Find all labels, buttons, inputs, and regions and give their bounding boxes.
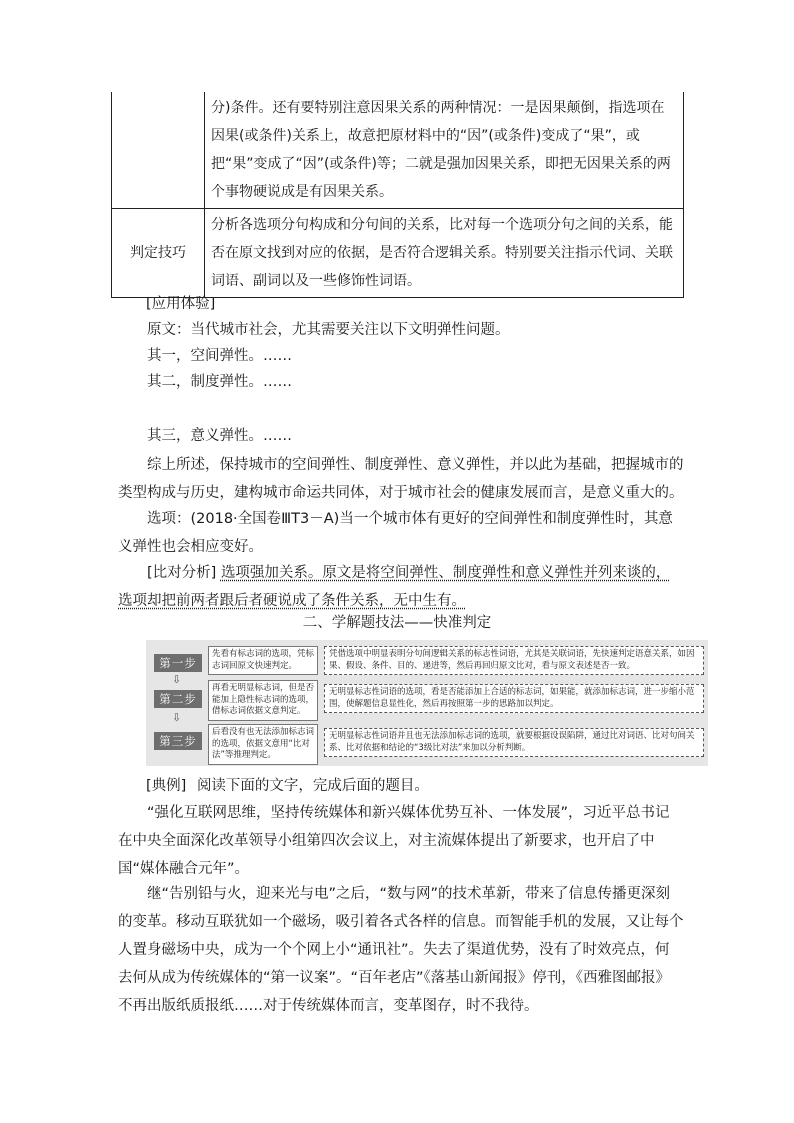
practice-item-2: 其二，制度弹性。…… bbox=[147, 374, 292, 390]
analysis-text: 选项强加关系。原文是将空间弹性、制度弹性和意义弹性并列来谈的，选项却把前两者跟后者硬说成了条件关系，无中生有。 bbox=[118, 565, 671, 609]
methods-table bbox=[111, 92, 684, 298]
practice-summary: 综上所述，保持城市的空间弹性、制度弹性、意义弹性，并以此为基础，把握城市的类型构成与历史，建构城市命运共同体，对于城市社会的健康发展而言，是意义重大的。 bbox=[118, 457, 684, 501]
practice-original: 原文：当代城市社会，尤其需要关注以下文明弹性问题。 bbox=[147, 322, 510, 338]
steps-diagram bbox=[146, 640, 708, 766]
down-arrow-icon: ⇩ bbox=[172, 673, 182, 686]
practice-label: [应用体验] bbox=[146, 296, 216, 312]
table-text-cell: 分析各选项分句构成和分句间的关系，比对每一个选项分句之间的关系，能否在原文找到对应的依据，是否符合逻辑关系。特别要关注指示代词、关联词语、副词以及一些修饰性词语。 bbox=[205, 209, 684, 298]
step-3-label: 第三步 bbox=[154, 732, 202, 750]
table-label-cell: 判定技巧 bbox=[112, 209, 205, 298]
step-3-detail: 无明显标志性词语并且也无法添加标志词的选项，就要根据设误陷阱，通过比对词语、比对句间关系、比对依据和结论的“3级比对法”来加以分析判断。 bbox=[324, 728, 704, 757]
practice-option: 选项：(2018·全国卷ⅢT3－A)当一个城市体有更好的空间弹性和制度弹性时，其意义弹性也会相应变好。 bbox=[118, 511, 673, 555]
section-heading: 二、学解题技法——快准判定 bbox=[302, 615, 492, 631]
table-row bbox=[112, 209, 684, 298]
step-1-summary: 先看有标志词的选项，凭标志词回原文快速判定。 bbox=[208, 646, 318, 675]
example-label: [典例] bbox=[146, 778, 187, 794]
practice-item-1: 其一，空间弹性。…… bbox=[147, 348, 292, 364]
example-paragraph-2: 继“告别铅与火，迎来光与电”之后，“数与网”的技术革新，带来了信息传播更深刻的变革。移动互联犹如一个磁场，吸引着各式各样的信息。而智能手机的发展，又让每个人置身磁场中央，成为一个个网上小“通讯社”。失去了渠道优势，没有了时效亮点，何去何从成为传统媒体的“第一议案”。“百年老店”《落基山新闻报》停刊，《西雅图邮报》不再出版纸质报纸……对于传统媒体而言，变革图存，时不我待。 bbox=[118, 886, 684, 1014]
example-paragraph-1: “强化互联网思维，坚持传统媒体和新兴媒体优势互补、一体发展”，习近平总书记在中央全面深化改革领导小组第四次会议上，对主流媒体提出了新要求，也开启了中国“媒体融合元年”。 bbox=[118, 805, 670, 877]
down-arrow-icon: ⇩ bbox=[172, 711, 182, 724]
step-2-detail: 无明显标志性词语的选项，看是否能添加上合适的标志词，如果能，就添加标志词，进一步缩小范围，使解题信息显性化，然后再按照第一步的思路加以判定。 bbox=[324, 684, 704, 713]
example-instruction: 阅读下面的文字，完成后面的题目。 bbox=[196, 778, 429, 794]
analysis-label: [比对分析] bbox=[147, 565, 217, 581]
step-2-label: 第二步 bbox=[154, 690, 202, 708]
example-header bbox=[118, 772, 684, 800]
table-label-cell bbox=[112, 92, 205, 209]
step-1-label: 第一步 bbox=[154, 654, 202, 672]
step-1-detail: 凭借选项中明显表明分句间逻辑关系的标志性词语，尤其是关联词语，先快速判定语意关系，如因果、假设、条件、目的、递进等，然后再回归原文比对，看与原文表述是否一致。 bbox=[324, 646, 704, 675]
practice-analysis bbox=[118, 559, 684, 615]
table-text-cell: 分)条件。还有要特别注意因果关系的两种情况：一是因果颠倒，指选项在因果(或条件)关系上，故意把原材料中的“因”(或条件)变成了“果”，或把“果”变成了“因”(或条件)等；二就是强加因果关系，即把无因果关系的两个事物硬说成是有因果关系。 bbox=[205, 92, 684, 209]
table-row bbox=[112, 92, 684, 209]
step-3-summary: 后看没有也无法添加标志词的选项，依据文意用“比对法”等推理判定。 bbox=[208, 724, 318, 765]
step-2-summary: 再看无明显标志词，但是否能加上隐性标志词的选项，借标志词依据文意判定。 bbox=[208, 680, 318, 721]
practice-item-3: 其三，意义弹性。…… bbox=[147, 428, 292, 444]
